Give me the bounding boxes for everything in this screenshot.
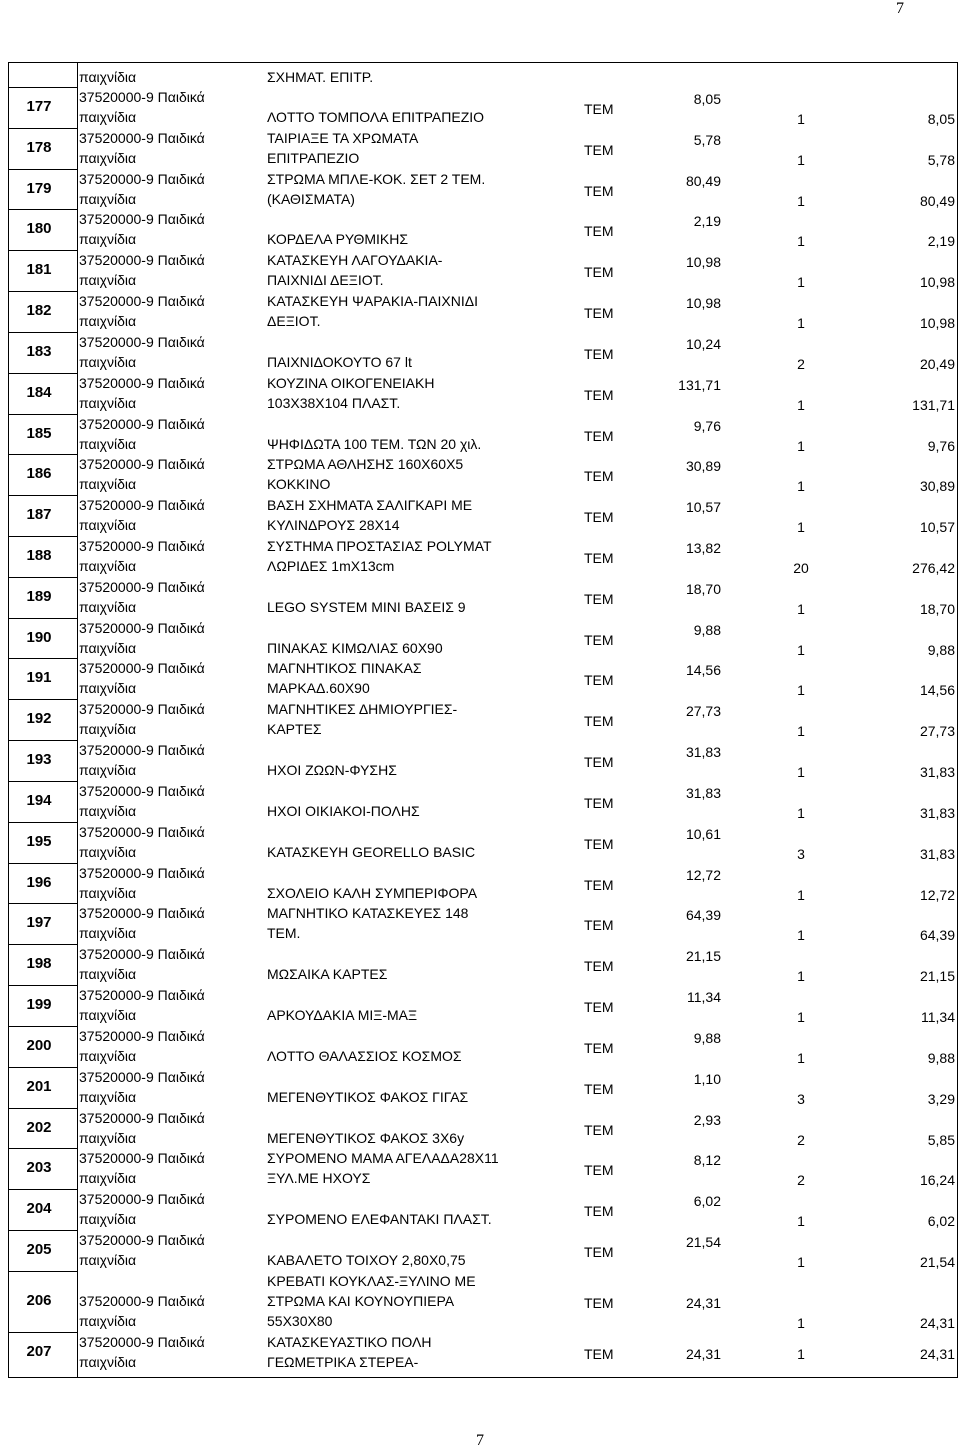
row-unit-price: 8,12: [693, 1152, 721, 1169]
row-unit-price: 5,78: [693, 131, 721, 148]
page-number-bottom: 7: [476, 1432, 484, 1449]
row-total: 5,78: [927, 151, 955, 168]
row-unit: ΤΕΜ: [584, 427, 614, 444]
row-number: 190: [26, 628, 52, 646]
row-category: 37520000-9 Παιδικά παιχνίδια: [79, 170, 205, 207]
row-unit: ΤΕΜ: [584, 101, 614, 117]
row-category: 37520000-9 Παιδικά παιχνίδια: [79, 1333, 205, 1370]
row-divider: [9, 1332, 77, 1333]
row-quantity: 1: [797, 1345, 805, 1362]
row-unit-price: 27,73: [685, 703, 721, 720]
row-divider: [9, 454, 77, 455]
row-divider: [9, 332, 77, 333]
row-category: 37520000-9 Παιδικά παιχνίδια: [79, 1191, 205, 1228]
row-unit: ΤΕΜ: [584, 835, 614, 852]
row-unit: ΤΕΜ: [584, 1080, 614, 1097]
row-unit: ΤΕΜ: [584, 550, 614, 567]
row-quantity: 1: [797, 274, 805, 291]
row-total: 21,15: [919, 968, 955, 985]
row-divider: [9, 87, 77, 88]
row-number: 207: [26, 1342, 52, 1360]
row-total: 6,02: [927, 1213, 955, 1230]
row-description: LEGO SYSTEM ΜΙΝΙ ΒΑΣΕΙΣ 9: [267, 598, 466, 615]
table-header-row: [9, 67, 957, 85]
row-quantity: 1: [797, 315, 805, 332]
row-unit: ΤΕΜ: [584, 1121, 614, 1138]
row-unit-price: 24,31: [685, 1294, 721, 1311]
row-number: 191: [26, 669, 52, 687]
row-number: 205: [26, 1240, 52, 1258]
row-description: ΜΕΓΕΝΘΥΤΙΚΟΣ ΦΑΚΟΣ ΓΙΓΑΣ: [267, 1088, 469, 1105]
row-number: 195: [26, 832, 52, 850]
row-unit: ΤΕΜ: [584, 672, 614, 689]
row-description: ΜΩΣΑΙΚΑ ΚΑΡΤΕΣ: [267, 966, 388, 983]
row-number: 196: [26, 873, 52, 891]
table-row: [9, 1332, 957, 1373]
row-description: ΠΑΙΧΝΙΔΟΚΟΥΤΟ 67 lt: [267, 353, 412, 370]
row-quantity: 1: [797, 764, 805, 781]
row-unit: ΤΕΜ: [584, 1294, 614, 1311]
price-table: [8, 62, 958, 1378]
row-total: 131,71: [912, 396, 955, 413]
row-quantity: 1: [797, 1009, 805, 1026]
row-unit: ΤΕΜ: [584, 876, 614, 893]
row-total: 20,49: [919, 355, 955, 372]
row-quantity: 1: [797, 682, 805, 699]
row-description: ΜΕΓΕΝΘΥΤΙΚΟΣ ΦΑΚΟΣ 3Χ6y: [267, 1129, 465, 1146]
row-category: 37520000-9 Παιδικά παιχνίδια: [79, 374, 205, 411]
table-row: [9, 536, 957, 577]
row-total: 80,49: [919, 192, 955, 209]
row-divider: [9, 536, 77, 537]
row-divider: [9, 291, 77, 292]
row-number: 198: [26, 955, 52, 973]
row-unit-price: 64,39: [685, 907, 721, 924]
row-category: 37520000-9 Παιδικά παιχνίδια: [79, 456, 205, 493]
row-category: 37520000-9 Παιδικά παιχνίδια: [79, 211, 205, 248]
row-unit: ΤΕΜ: [584, 917, 614, 934]
row-category: 37520000-9 Παιδικά παιχνίδια: [79, 660, 205, 697]
row-category: 37520000-9 Παιδικά παιχνίδια: [79, 415, 205, 452]
row-number: 185: [26, 424, 52, 442]
table-row: [9, 87, 957, 128]
row-unit-price: 30,89: [685, 458, 721, 475]
row-quantity: 1: [797, 519, 805, 536]
row-description: ΣΤΡΩΜΑ ΜΠΛΕ-ΚΟΚ. ΣΕΤ 2 ΤΕΜ. (ΚΑΘΙΣΜΑΤΑ): [267, 170, 486, 207]
row-unit-price: 10,24: [685, 335, 721, 352]
row-category: 37520000-9 Παιδικά παιχνίδια: [79, 538, 205, 575]
row-total: 9,88: [927, 641, 955, 658]
row-unit-price: 9,88: [693, 621, 721, 638]
row-total: 21,54: [919, 1253, 955, 1270]
row-unit: ΤΕΜ: [584, 999, 614, 1016]
row-quantity: 2: [797, 355, 805, 372]
row-quantity: 1: [797, 437, 805, 454]
row-quantity: 1: [797, 723, 805, 740]
row-description: ΣΧΟΛΕΙΟ ΚΑΛΗ ΣΥΜΠΕΡΙΦΟΡΑ: [267, 884, 478, 901]
row-quantity: 3: [797, 845, 805, 862]
row-category: 37520000-9 Παιδικά παιχνίδια: [79, 823, 205, 860]
row-number: 200: [26, 1036, 52, 1054]
row-quantity: 1: [797, 233, 805, 250]
row-description: ΣΥΡΟΜΕΝΟ ΕΛΕΦΑΝΤΑΚΙ ΠΛΑΣΤ.: [267, 1211, 492, 1228]
row-description: ΚΑΒΑΛΕΤΟ ΤΟΙΧΟΥ 2,80Χ0,75: [267, 1251, 466, 1268]
row-unit: ΤΕΜ: [584, 264, 614, 281]
row-description: ΚΟΥΖΙΝΑ ΟΙΚΟΓΕΝΕΙΑΚΗ 103Χ38Χ104 ΠΛΑΣΤ.: [267, 374, 435, 411]
table-row: [9, 169, 957, 210]
row-total: 14,56: [919, 682, 955, 699]
row-quantity: 1: [797, 192, 805, 209]
row-number: 182: [26, 302, 52, 320]
row-number: 181: [26, 261, 52, 279]
table-row: [9, 1026, 957, 1067]
row-number: 177: [26, 98, 52, 115]
row-category: 37520000-9 Παιδικά παιχνίδια: [79, 1150, 205, 1187]
row-category: 37520000-9 Παιδικά παιχνίδια: [79, 1027, 205, 1064]
row-description: ΣΧΗΜΑΤ. ΕΠΙΤΡ.: [267, 69, 374, 85]
row-unit: ΤΕΜ: [584, 1039, 614, 1056]
table-row: [9, 291, 957, 332]
row-number: 186: [26, 465, 52, 483]
row-description: ΜΑΓΝΗΤΙΚΟ ΚΑΤΑΣΚΕΥΕΣ 148 ΤΕΜ.: [267, 905, 469, 942]
row-unit-price: 31,83: [685, 784, 721, 801]
row-divider: [9, 1148, 77, 1149]
row-unit: ΤΕΜ: [584, 305, 614, 322]
row-quantity: 1: [797, 968, 805, 985]
row-unit-price: 10,61: [685, 825, 721, 842]
row-category: 37520000-9 Παιδικά παιχνίδια: [79, 742, 205, 779]
row-description: ΣΥΡΟΜΕΝΟ ΜΑΜΑ ΑΓΕΛΑΔΑ28Χ11 ΞΥΛ.ΜΕ ΗΧΟΥΣ: [267, 1150, 499, 1187]
row-number: 178: [26, 138, 52, 156]
row-total: 2,19: [927, 233, 955, 250]
table-row: [9, 1067, 957, 1108]
row-unit-price: 14,56: [685, 662, 721, 679]
table-row: [9, 1271, 957, 1332]
row-description: ΠΙΝΑΚΑΣ ΚΙΜΩΛΙΑΣ 60Χ90: [267, 639, 443, 656]
row-unit: ΤΕΜ: [584, 713, 614, 730]
row-total: 9,88: [927, 1049, 955, 1066]
table-row: [9, 822, 957, 863]
row-unit-price: 10,98: [685, 295, 721, 312]
row-divider: [9, 1271, 77, 1272]
row-number: 188: [26, 547, 52, 565]
row-quantity: 1: [797, 151, 805, 168]
row-number: 193: [26, 751, 52, 769]
row-description: ΚΑΤΑΣΚΕΥΗ ΛΑΓΟΥΔΑΚΙΑ- ΠΑΙΧΝΙΔΙ ΔΕΞΙΟΤ.: [267, 252, 443, 289]
row-divider: [9, 985, 77, 986]
row-quantity: 1: [797, 1049, 805, 1066]
row-divider: [9, 781, 77, 782]
row-unit-price: 13,82: [685, 540, 721, 557]
row-number: 206: [26, 1291, 52, 1309]
row-divider: [9, 699, 77, 700]
row-unit: ΤΕΜ: [584, 1345, 614, 1362]
row-description: ΒΑΣΗ ΣΧΗΜΑΤΑ ΣΑΛΙΓΚΑΡΙ ΜΕ ΚΥΛΙΝΔΡΟΥΣ 28Χ14: [267, 497, 473, 534]
row-category: 37520000-9 Παιδικά παιχνίδια: [79, 252, 205, 289]
table-row: [9, 903, 957, 944]
row-total: 16,24: [919, 1172, 955, 1189]
row-category: 37520000-9 Παιδικά παιχνίδια: [79, 987, 205, 1024]
row-description: ΚΟΡΔΕΛΑ ΡΥΘΜΙΚΗΣ: [267, 231, 409, 248]
row-category: 37520000-9 Παιδικά παιχνίδια: [79, 701, 205, 738]
row-description: ΑΡΚΟΥΔΑΚΙΑ ΜΙΞ-ΜΑΞ: [267, 1007, 418, 1024]
row-divider: [9, 618, 77, 619]
row-description: ΨΗΦΙΔΩΤΑ 100 ΤΕΜ. ΤΩΝ 20 χιλ.: [267, 435, 482, 452]
row-unit-price: 18,70: [685, 580, 721, 597]
row-category: 37520000-9 Παιδικά παιχνίδια: [79, 89, 205, 125]
row-description: ΗΧΟΙ ΟΙΚΙΑΚΟΙ-ΠΟΛΗΣ: [267, 802, 420, 819]
row-unit-price: 6,02: [693, 1193, 721, 1210]
row-total: 12,72: [919, 886, 955, 903]
row-total: 10,98: [919, 274, 955, 291]
row-unit-price: 9,76: [693, 417, 721, 434]
row-unit-price: 2,19: [693, 213, 721, 230]
row-total: 10,57: [919, 519, 955, 536]
row-unit: ΤΕΜ: [584, 794, 614, 811]
row-number: 180: [26, 220, 52, 238]
table-row: [9, 373, 957, 414]
row-unit-price: 21,54: [685, 1233, 721, 1250]
row-unit-price: 2,93: [693, 1111, 721, 1128]
table-row: [9, 454, 957, 495]
row-number: 203: [26, 1159, 52, 1177]
row-category: 37520000-9 Παιδικά παιχνίδια: [79, 129, 205, 166]
row-unit-price: 12,72: [685, 866, 721, 883]
row-total: 18,70: [919, 600, 955, 617]
row-category: 37520000-9 Παιδικά παιχνίδια: [79, 905, 205, 942]
row-description: ΛΟΤΤΟ ΘΑΛΑΣΣΙΟΣ ΚΟΣΜΟΣ: [267, 1047, 462, 1064]
row-quantity: 1: [797, 886, 805, 903]
row-description: ΣΥΣΤΗΜΑ ΠΡΟΣΤΑΣΙΑΣ POLYMAT ΛΩΡΙΔΕΣ 1mX13cm: [267, 538, 492, 575]
row-number: 194: [26, 791, 52, 809]
row-quantity: 1: [797, 1253, 805, 1270]
table-row: [9, 699, 957, 740]
row-divider: [9, 169, 77, 170]
row-total: 276,42: [912, 560, 955, 577]
row-divider: [9, 1230, 77, 1231]
row-category: 37520000-9 Παιδικά παιχνίδια: [79, 293, 205, 330]
row-category: 37520000-9 Παιδικά παιχνίδια: [79, 619, 205, 656]
row-unit: ΤΕΜ: [584, 590, 614, 607]
row-unit: ΤΕΜ: [584, 345, 614, 362]
table-row: [9, 618, 957, 659]
row-unit: ΤΕΜ: [584, 509, 614, 526]
table-row: [9, 250, 957, 291]
row-unit-price: 24,31: [685, 1345, 721, 1362]
row-divider: [9, 740, 77, 741]
row-total: 24,31: [919, 1345, 955, 1362]
row-unit-price: 8,05: [693, 91, 721, 107]
row-unit: ΤΕΜ: [584, 182, 614, 199]
row-quantity: 2: [797, 1172, 805, 1189]
row-quantity: 1: [797, 111, 805, 127]
row-total: 31,83: [919, 764, 955, 781]
row-category: 37520000-9 Παιδικά παιχνίδια: [79, 1292, 205, 1329]
row-description: ΚΑΤΑΣΚΕΥΑΣΤΙΚΟ ΠΟΛΗ ΓΕΩΜΕΤΡΙΚΑ ΣΤΕΡΕΑ-: [267, 1333, 432, 1370]
row-divider: [9, 414, 77, 415]
row-quantity: 1: [797, 641, 805, 658]
row-category: 37520000-9 Παιδικά παιχνίδια: [79, 1231, 205, 1268]
row-divider: [9, 373, 77, 374]
row-total: 31,83: [919, 845, 955, 862]
row-divider: [9, 822, 77, 823]
row-unit-price: 9,88: [693, 1029, 721, 1046]
row-description: ΜΑΓΝΗΤΙΚΕΣ ΔΗΜΙΟΥΡΓΙΕΣ- ΚΑΡΤΕΣ: [267, 701, 458, 738]
row-divider: [9, 863, 77, 864]
row-number: 189: [26, 587, 52, 605]
column-divider: [77, 63, 78, 1377]
row-total: 9,76: [927, 437, 955, 454]
row-number: 179: [26, 179, 52, 197]
row-divider: [9, 1189, 77, 1190]
row-description: ΚΡΕΒΑΤΙ ΚΟΥΚΛΑΣ-ΞΥΛΙΝΟ ΜΕ ΣΤΡΩΜΑ ΚΑΙ ΚΟΥΝΟΥΠΙΕΡΑ 55Χ30Χ80: [267, 1272, 476, 1329]
table-row: [9, 1230, 957, 1271]
row-unit: ΤΕΜ: [584, 1243, 614, 1260]
row-unit: ΤΕΜ: [584, 754, 614, 771]
row-category: 37520000-9 Παιδικά παιχνίδια: [79, 1109, 205, 1146]
row-total: 8,05: [927, 111, 955, 127]
row-number: 197: [26, 914, 52, 932]
row-quantity: 1: [797, 1213, 805, 1230]
row-total: 11,34: [921, 1009, 955, 1026]
row-total: 30,89: [919, 478, 955, 495]
row-divider: [9, 1067, 77, 1068]
row-divider: [9, 495, 77, 496]
table-row: [9, 577, 957, 618]
row-quantity: 1: [797, 927, 805, 944]
table-row: [9, 740, 957, 781]
row-description: ΣΤΡΩΜΑ ΑΘΛΗΣΗΣ 160Χ60Χ5 ΚΟΚΚΙΝΟ: [267, 456, 464, 493]
row-total: 3,29: [927, 1090, 955, 1107]
row-total: 5,85: [927, 1131, 955, 1148]
page-number-top: 7: [896, 0, 904, 17]
row-category: 37520000-9 Παιδικά παιχνίδια: [79, 578, 205, 615]
row-quantity: 2: [797, 1131, 805, 1148]
row-number: 192: [26, 710, 52, 728]
row-quantity: 20: [793, 560, 809, 577]
row-category: 37520000-9 Παιδικά παιχνίδια: [79, 782, 205, 819]
row-unit: ΤΕΜ: [584, 468, 614, 485]
row-description: ΤΑΙΡΙΑΞΕ ΤΑ ΧΡΩΜΑΤΑ ΕΠΙΤΡΑΠΕΖΙΟ: [267, 129, 419, 166]
row-unit: ΤΕΜ: [584, 958, 614, 975]
row-description: ΚΑΤΑΣΚΕΥΗ GEORELLO BASIC: [267, 843, 476, 860]
table-row: [9, 128, 957, 169]
row-number: 183: [26, 342, 52, 360]
row-description: ΚΑΤΑΣΚΕΥΗ ΨΑΡΑΚΙΑ-ΠΑΙΧΝΙΔΙ ΔΕΞΙΟΤ.: [267, 293, 478, 330]
row-number: 204: [26, 1200, 52, 1218]
row-description: ΛΟΤΤΟ ΤΟΜΠΟΛΑ ΕΠΙΤΡΑΠΕΖΙΟ: [267, 109, 485, 125]
row-unit: ΤΕΜ: [584, 1162, 614, 1179]
row-divider: [9, 658, 77, 659]
row-unit: ΤΕΜ: [584, 386, 614, 403]
row-description: ΗΧΟΙ ΖΩΩΝ-ΦΥΣΗΣ: [267, 762, 397, 779]
table-row: [9, 1108, 957, 1149]
table-row: [9, 944, 957, 985]
row-total: 31,83: [919, 804, 955, 821]
row-quantity: 1: [797, 396, 805, 413]
row-quantity: 3: [797, 1090, 805, 1107]
row-total: 64,39: [919, 927, 955, 944]
table-row: [9, 985, 957, 1026]
table-row: [9, 658, 957, 699]
table-row: [9, 332, 957, 373]
row-category: 37520000-9 Παιδικά παιχνίδια: [79, 497, 205, 534]
row-unit: ΤΕΜ: [584, 141, 614, 158]
row-unit-price: 131,71: [678, 376, 721, 393]
row-unit-price: 21,15: [685, 948, 721, 965]
row-divider: [9, 903, 77, 904]
table-row: [9, 863, 957, 904]
row-divider: [9, 209, 77, 210]
row-unit: ΤΕΜ: [584, 631, 614, 648]
row-description: ΜΑΓΝΗΤΙΚΟΣ ΠΙΝΑΚΑΣ ΜΑΡΚΑΔ.60Χ90: [267, 660, 422, 697]
row-unit-price: 31,83: [685, 744, 721, 761]
row-unit: ΤΕΜ: [584, 1203, 614, 1220]
row-quantity: 1: [797, 478, 805, 495]
row-unit-price: 80,49: [685, 172, 721, 189]
row-divider: [9, 944, 77, 945]
row-divider: [9, 577, 77, 578]
row-quantity: 1: [797, 804, 805, 821]
table-row: [9, 1148, 957, 1189]
row-quantity: 1: [797, 600, 805, 617]
table-row: [9, 495, 957, 536]
table-row: [9, 209, 957, 250]
row-category: 37520000-9 Παιδικά παιχνίδια: [79, 1068, 205, 1105]
row-divider: [9, 1108, 77, 1109]
row-quantity: 1: [797, 1314, 805, 1331]
row-unit-price: 10,57: [685, 499, 721, 516]
row-number: 199: [26, 996, 52, 1014]
row-unit-price: 10,98: [685, 254, 721, 271]
row-divider: [9, 1026, 77, 1027]
row-total: 10,98: [919, 315, 955, 332]
table-row: [9, 414, 957, 455]
row-number: 184: [26, 383, 52, 401]
table-row: [9, 781, 957, 822]
row-unit: ΤΕΜ: [584, 223, 614, 240]
row-number: 187: [26, 506, 52, 524]
row-total: 24,31: [919, 1314, 955, 1331]
row-unit-price: 1,10: [693, 1070, 721, 1087]
row-number: 201: [26, 1077, 52, 1095]
row-unit-price: 11,34: [687, 989, 721, 1006]
row-total: 27,73: [919, 723, 955, 740]
table-row: [9, 1189, 957, 1230]
row-category: 37520000-9 Παιδικά παιχνίδια: [79, 864, 205, 901]
row-category: 37520000-9 Παιδικά παιχνίδια: [79, 333, 205, 370]
row-divider: [9, 128, 77, 129]
row-category: παιχνίδια: [79, 69, 137, 85]
row-divider: [9, 250, 77, 251]
row-number: 202: [26, 1118, 52, 1136]
row-category: 37520000-9 Παιδικά παιχνίδια: [79, 946, 205, 983]
